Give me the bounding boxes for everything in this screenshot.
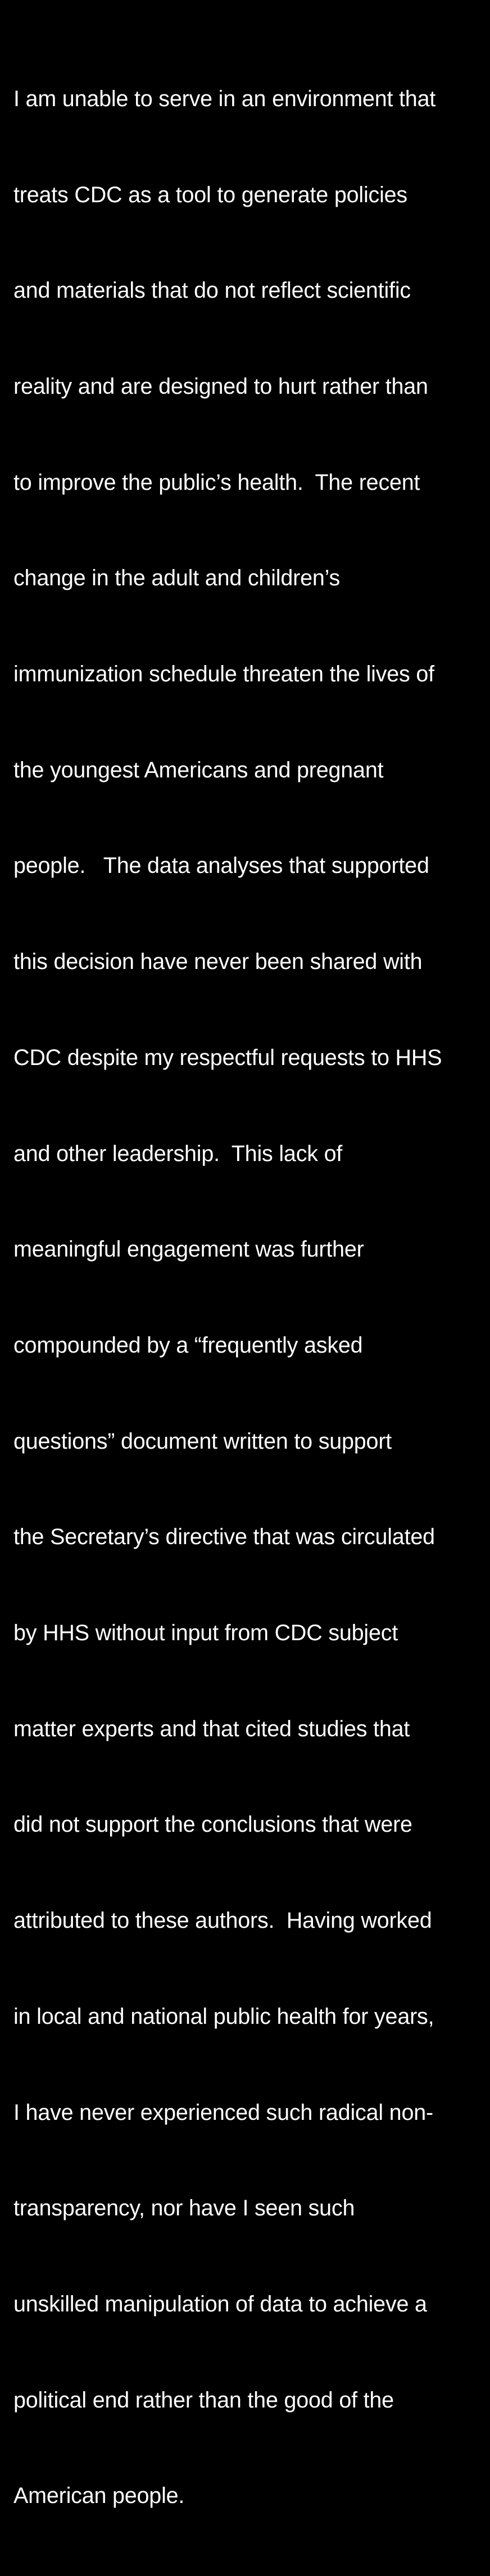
- statement-line: unskilled manipulation of data to achieve a: [13, 2291, 427, 2316]
- statement-line: people. The data analyses that supported: [13, 853, 429, 879]
- statement-line: attributed to these authors. Having worked: [13, 1908, 432, 1933]
- statement-line: by HHS without input from CDC subject: [13, 1621, 398, 1646]
- statement-text: [13, 19, 490, 2576]
- statement-line: CDC despite my respectful requests to HHS: [13, 1045, 442, 1070]
- statement-line: the Secretary’s directive that was circulated: [13, 1524, 435, 1550]
- statement-line: change in the adult and children’s: [13, 566, 341, 591]
- statement-line: treats CDC as a tool to generate policies: [13, 182, 407, 207]
- statement-line: did not support the conclusions that were: [13, 1812, 412, 1837]
- statement-line: I have never experienced such radical non-: [13, 2100, 433, 2125]
- statement-line: compounded by a “frequently asked: [13, 1332, 363, 1358]
- statement-line: matter experts and that cited studies that: [13, 1716, 410, 1741]
- statement-line: this decision have never been shared with: [13, 949, 423, 975]
- statement-line: transparency, nor have I seen such: [13, 2196, 355, 2221]
- statement-line: questions” document written to support: [13, 1428, 392, 1454]
- statement-line: the youngest Americans and pregnant: [13, 757, 384, 782]
- statement-line: and other leadership. This lack of: [13, 1141, 343, 1166]
- statement-line: meaningful engagement was further: [13, 1237, 364, 1262]
- statement-line: immunization schedule threaten the lives of: [13, 662, 434, 687]
- statement-line: I am unable to serve in an environment that: [13, 86, 436, 111]
- statement-line: and materials that do not reflect scientific: [13, 278, 411, 303]
- statement-line: to improve the public’s health. The recent: [13, 470, 420, 495]
- statement-line: political end rather than the good of the: [13, 2387, 394, 2413]
- statement-line: reality and are designed to hurt rather than: [13, 374, 428, 399]
- statement-line: American people.: [13, 2483, 185, 2509]
- statement-line: in local and national public health for years,: [13, 2004, 434, 2029]
